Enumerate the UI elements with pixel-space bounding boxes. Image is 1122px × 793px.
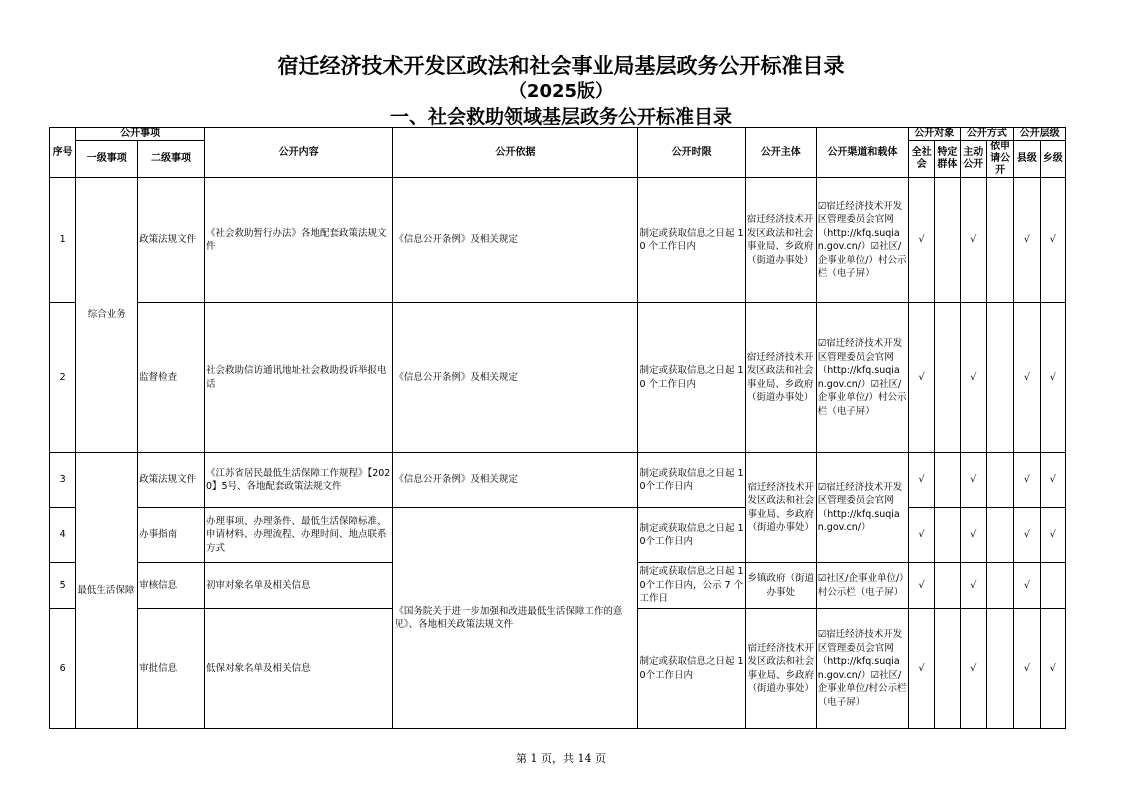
row-mode-request [986, 609, 1013, 729]
row-timing: 制定或获取信息之日起 10个工作日内 [638, 609, 745, 729]
document-title: 宿迁经济技术开发区政法和社会事业局基层政务公开标准目录 [277, 54, 845, 78]
row-target-specific [935, 178, 960, 303]
row-target-specific [935, 508, 960, 563]
header-channel: 公开渠道和载体 [816, 128, 908, 178]
row-level-town: √ [1040, 609, 1065, 729]
row-channel: ☑宿迁经济技术开发区管理委员会官网（http://kfq.suqian.gov.cn/）☑社区/企事业单位/）村公示栏（电子屏） [816, 303, 908, 453]
header-timing: 公开时限 [638, 128, 745, 178]
header-level1: 一级事项 [76, 141, 138, 178]
header-level-town: 乡级 [1040, 141, 1065, 178]
row-content: 社会救助信访通讯地址社会救助投诉举报电话 [204, 303, 392, 453]
row-level-town: √ [1040, 303, 1065, 453]
row-subject: 宿迁经济技术开发区政法和社会事业局、乡政府（街道办事处） [745, 609, 816, 729]
row-channel: ☑社区/企事业单位/）村公示栏（电子屏） [816, 563, 908, 609]
row-basis: 《信息公开条例》及相关规定 [393, 178, 638, 303]
row-channel: ☑宿迁经济技术开发区管理委员会官网（http://kfq.suqian.gov.cn/） [816, 453, 908, 563]
header-level-group: 公开层级 [1014, 128, 1066, 141]
table-row [50, 508, 1066, 563]
row-level-county: √ [1014, 453, 1040, 508]
table-row [50, 178, 1066, 303]
row-mode-active: √ [960, 508, 986, 563]
row-level2: 审批信息 [138, 609, 205, 729]
header-basis: 公开依据 [393, 128, 638, 178]
section-title: 一、社会救助领域基层政务公开标准目录 [389, 106, 732, 128]
row-seq: 4 [50, 508, 76, 563]
row-mode-request [986, 178, 1013, 303]
header-level2: 二级事项 [138, 141, 205, 178]
row-level-town [1040, 563, 1065, 609]
header-content: 公开内容 [204, 128, 392, 178]
row-mode-request [986, 563, 1013, 609]
header-level-county: 县级 [1014, 141, 1040, 178]
row-channel: ☑宿迁经济技术开发区管理委员会官网（http://kfq.suqian.gov.cn/）☑社区/企事业单位/村公示栏（电子屏） [816, 609, 908, 729]
catalog-table [49, 127, 1066, 729]
row-target-specific [935, 303, 960, 453]
header-mode-group: 公开方式 [960, 128, 1014, 141]
row-mode-active: √ [960, 178, 986, 303]
row-seq: 6 [50, 609, 76, 729]
row-mode-active: √ [960, 563, 986, 609]
row-seq: 3 [50, 453, 76, 508]
row-timing: 制定或获取信息之日起 10 个工作日内 [638, 303, 745, 453]
table-row [50, 303, 1066, 453]
row-level-county: √ [1014, 178, 1040, 303]
row-seq: 2 [50, 303, 76, 453]
row-target-specific [935, 563, 960, 609]
row-level-town: √ [1040, 508, 1065, 563]
row-subject: 宿迁经济技术开发区政法和社会事业局、乡政府（街道办事处） [745, 303, 816, 453]
row-level2: 办事指南 [138, 508, 205, 563]
row-target-specific [935, 609, 960, 729]
row-seq: 5 [50, 563, 76, 609]
row-content: 低保对象名单及相关信息 [204, 609, 392, 729]
row-target-all: √ [908, 609, 934, 729]
row-target-all: √ [908, 178, 934, 303]
row-content: 办理事项、办理条件、最低生活保障标准、申请材料、办理流程、办理时间、地点联系方式 [204, 508, 392, 563]
row-timing: 制定或获取信息之日起 10 个工作日内 [638, 178, 745, 303]
row-mode-request [986, 303, 1013, 453]
row-level2: 政策法规文件 [138, 453, 205, 508]
row-content: 初审对象名单及相关信息 [204, 563, 392, 609]
row-timing: 制定或获取信息之日起 10个工作日内 [638, 453, 745, 508]
row-mode-active: √ [960, 453, 986, 508]
row-target-all: √ [908, 563, 934, 609]
row-level-county: √ [1014, 303, 1040, 453]
row-basis: 《信息公开条例》及相关规定 [393, 303, 638, 453]
table-row [50, 453, 1066, 508]
row-mode-request [986, 453, 1013, 508]
row-channel: ☑宿迁经济技术开发区管理委员会官网（http://kfq.suqian.gov.cn/）☑社区/企事业单位/）村公示栏（电子屏） [816, 178, 908, 303]
header-subject: 公开主体 [745, 128, 816, 178]
row-target-specific [935, 453, 960, 508]
row-level-town: √ [1040, 178, 1065, 303]
row-timing: 制定或获取信息之日起 10个工作日内 [638, 508, 745, 563]
row-subject: 宿迁经济技术开发区政法和社会事业局、乡政府（街道办事处） [745, 453, 816, 563]
header-target-all: 全社会 [908, 141, 934, 178]
row-level-county: √ [1014, 508, 1040, 563]
row-subject: 乡镇政府（街道办事处 [745, 563, 816, 609]
row-seq: 1 [50, 178, 76, 303]
row-level1: 最低生活保障 [76, 453, 138, 729]
row-basis: 《国务院关于进一步加强和改进最低生活保障工作的意见》、各地相关政策法规文件 [393, 508, 638, 729]
page-footer: 第 1 页，共 14 页 [516, 752, 606, 765]
row-target-all: √ [908, 508, 934, 563]
row-subject: 宿迁经济技术开发区政法和社会事业局、乡政府（街道办事处） [745, 178, 816, 303]
row-level-county: √ [1014, 563, 1040, 609]
header-mode-request: 依申请公开 [986, 141, 1013, 178]
row-mode-request [986, 508, 1013, 563]
row-level1: 综合业务 [76, 178, 138, 453]
row-content: 《江苏省居民最低生活保障工作规程》【2020】5号、各地配套政策法规文件 [204, 453, 392, 508]
row-mode-active: √ [960, 303, 986, 453]
row-timing: 制定或获取信息之日起 10个工作日内，公示 7 个工作日 [638, 563, 745, 609]
row-target-all: √ [908, 453, 934, 508]
row-mode-active: √ [960, 609, 986, 729]
header-seq: 序号 [50, 128, 76, 178]
header-mode-active: 主动公开 [960, 141, 986, 178]
row-level2: 审核信息 [138, 563, 205, 609]
row-level-town: √ [1040, 453, 1065, 508]
header-target-specific: 特定群体 [935, 141, 960, 178]
row-level-county: √ [1014, 609, 1040, 729]
header-item-group: 公开事项 [76, 128, 205, 141]
row-basis: 《信息公开条例》及相关规定 [393, 453, 638, 508]
row-content: 《社会救助暂行办法》各地配套政策法规文件 [204, 178, 392, 303]
header-target-group: 公开对象 [908, 128, 960, 141]
row-level2: 监督检查 [138, 303, 205, 453]
row-target-all: √ [908, 303, 934, 453]
row-level2: 政策法规文件 [138, 178, 205, 303]
document-edition: （2025版） [508, 81, 614, 102]
